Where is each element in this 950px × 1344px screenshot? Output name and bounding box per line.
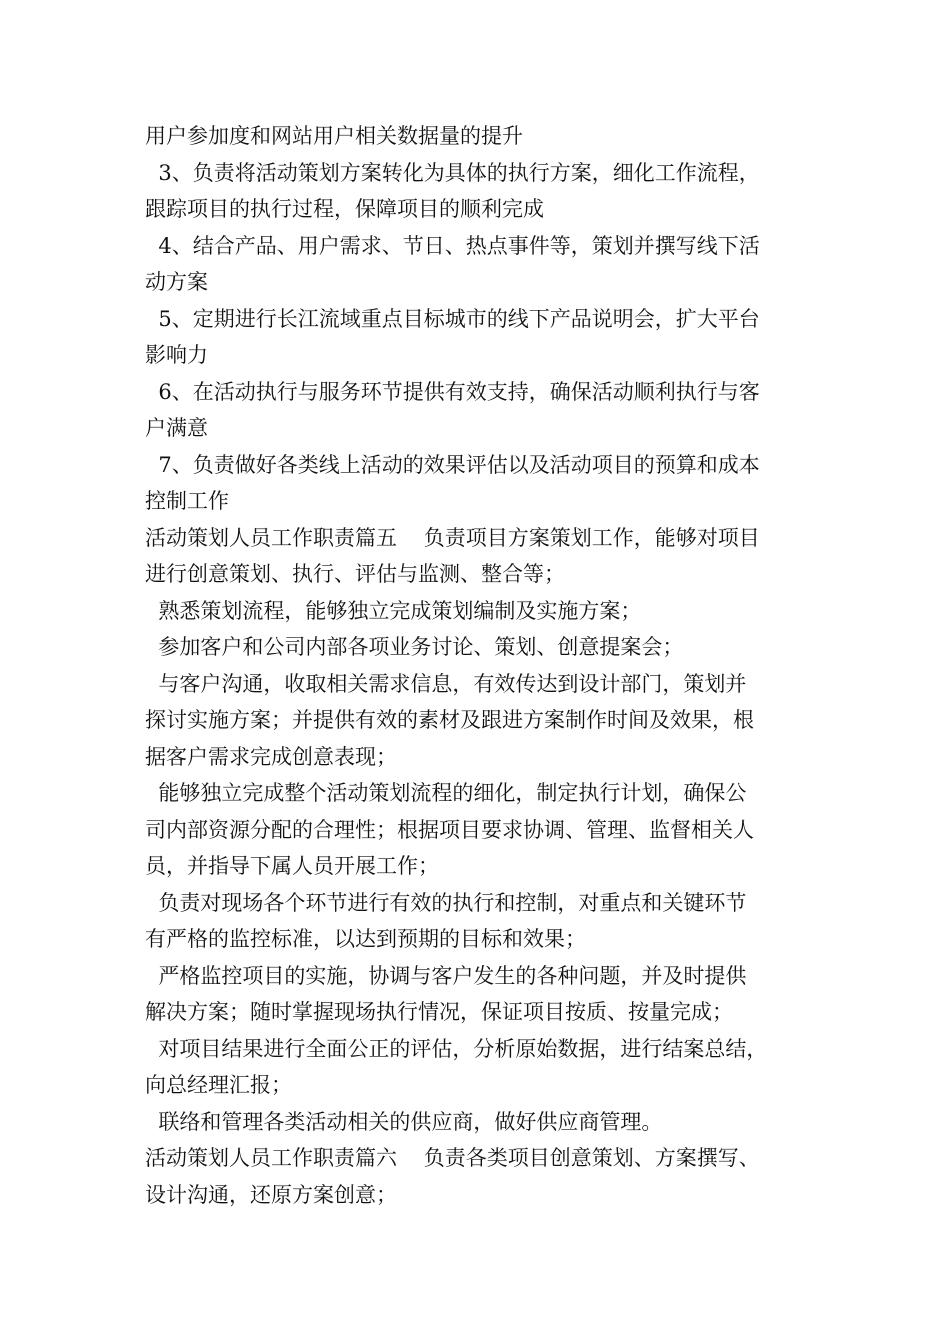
text-line: 3、负责将活动策划方案转化为具体的执行方案，细化工作流程，: [145, 160, 760, 185]
text-line: 向总经理汇报；: [145, 1073, 292, 1097]
text-line: 用户参加度和网站用户相关数据量的提升: [145, 124, 523, 148]
text-line: 4、结合产品、用户需求、节日、热点事件等，策划并撰写线下活: [145, 233, 760, 258]
text-line: 对项目结果进行全面公正的评估，分析原始数据，进行结案总结，: [145, 1036, 768, 1061]
text-line: 跟踪项目的执行过程，保障项目的顺利完成: [145, 197, 544, 221]
text-line: 解决方案；随时掌握现场执行情况，保证项目按质、按量完成；: [145, 1000, 733, 1024]
text-line: 与客户沟通，收取相关需求信息，有效传达到设计部门，策划并: [145, 671, 747, 696]
text-line: 据客户需求完成创意表现；: [145, 744, 397, 769]
text-line: 控制工作: [145, 489, 229, 513]
text-line: 员，并指导下属人员开展工作；: [145, 854, 439, 878]
document-body: [145, 118, 825, 1213]
text-line: 司内部资源分配的合理性；根据项目要求协调、管理、监督相关人: [145, 817, 754, 842]
text-line: 6、在活动执行与服务环节提供有效支持，确保活动顺利执行与客: [145, 379, 760, 404]
text-line: 参加客户和公司内部各项业务讨论、策划、创意提案会；: [145, 635, 684, 659]
text-line: 动方案: [145, 270, 208, 294]
text-line: 探讨实施方案；并提供有效的素材及跟进方案制作时间及效果，根: [145, 708, 754, 732]
text-line: 影响力: [145, 343, 208, 367]
text-line: 熟悉策划流程，能够独立完成策划编制及实施方案；: [145, 598, 642, 623]
text-line: 有严格的监控标准，以达到预期的目标和效果；: [145, 927, 586, 951]
text-line: 户满意: [145, 416, 208, 440]
section-heading-line: 活动策划人员工作职责篇六 负责各类项目创意策划、方案撰写、: [145, 1146, 760, 1170]
section-heading-line: 活动策划人员工作职责篇五 负责项目方案策划工作，能够对项目: [145, 525, 760, 550]
text-line: 严格监控项目的实施，协调与客户发生的各种问题，并及时提供: [145, 963, 747, 988]
text-line: 联络和管理各类活动相关的供应商，做好供应商管理。: [145, 1109, 663, 1134]
text-line: 7、负责做好各类线上活动的效果评估以及活动项目的预算和成本: [145, 452, 760, 477]
text-line: 能够独立完成整个活动策划流程的细化，制定执行计划，确保公: [145, 781, 747, 805]
text-line: 5、定期进行长江流域重点目标城市的线下产品说明会，扩大平台: [145, 306, 760, 331]
text-line: 进行创意策划、执行、评估与监测、整合等；: [145, 562, 565, 586]
text-line: 负责对现场各个环节进行有效的执行和控制，对重点和关键环节: [145, 890, 747, 915]
text-line: 设计沟通，还原方案创意；: [145, 1182, 397, 1207]
